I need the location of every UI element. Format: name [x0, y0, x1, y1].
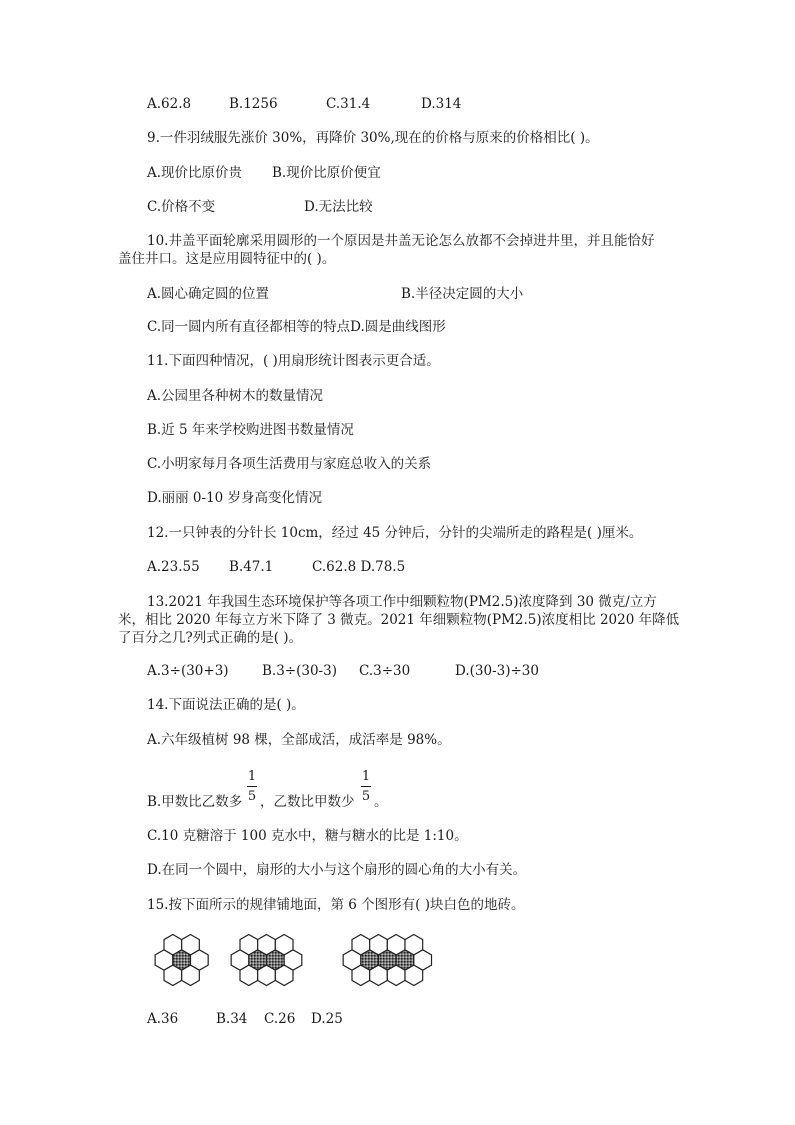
fraction-2-denominator: 5 — [361, 789, 371, 804]
q10-option-a: A.圆心确定圆的位置 — [147, 286, 270, 302]
q15-option-d: D.25 — [311, 1011, 343, 1027]
q9-option-c: C.价格不变 — [147, 199, 216, 215]
q14-option-b-part3: 。 — [374, 794, 388, 810]
hexagon-tiling-figure — [152, 928, 482, 992]
q14-option-b-part2: ，乙数比甲数少 — [260, 794, 355, 810]
q13-stem-line1: 13.2021 年我国生态环境保护等各项工作中细颗粒物(PM2.5)浓度降到 30 微克/立方 — [147, 594, 657, 610]
fraction-1-bar — [247, 786, 257, 787]
q11-option-b: B.近 5 年来学校购进图书数量情况 — [147, 422, 354, 438]
white-tile — [258, 935, 276, 955]
white-tile — [182, 935, 200, 955]
q14-option-c: C.10 克糖溶于 100 克水中，糖与糖水的比是 1:10。 — [147, 828, 468, 844]
q10-stem-line1: 10.井盖平面轮廓采用圆形的一个原因是井盖无论怎么放都不会掉进井里，并且能恰好 — [147, 233, 655, 249]
q15-option-a: A.36 — [147, 1011, 179, 1027]
q8-option-d: D.314 — [421, 96, 462, 112]
q8-option-a: A.62.8 — [147, 96, 192, 112]
q9-option-a: A.现价比原价贵 — [147, 165, 243, 181]
q14-stem: 14.下面说法正确的是( )。 — [147, 697, 305, 713]
white-tile — [258, 965, 276, 985]
fraction-1-numerator: 1 — [247, 769, 257, 784]
q12-option-cd: C.62.8 D.78.5 — [312, 559, 406, 575]
q15-stem: 15.按下面所示的规律铺地面，第 6 个图形有( )块白色的地砖。 — [147, 897, 525, 913]
q11-stem: 11.下面四种情况，( )用扇形统计图表示更合适。 — [147, 353, 440, 369]
q14-option-a: A.六年级植树 98 棵，全部成活，成活率是 98%。 — [147, 732, 451, 748]
q10-stem-line2: 盖住井口。这是应用圆特征中的( )。 — [118, 251, 336, 267]
white-tile — [240, 935, 258, 955]
fraction-2-numerator: 1 — [361, 769, 371, 784]
q9-option-d: D.无法比较 — [304, 199, 373, 215]
q15-option-b: B.34 — [216, 1011, 248, 1027]
white-tile — [405, 935, 423, 955]
white-tile — [370, 935, 388, 955]
white-tile — [164, 965, 182, 985]
fraction-1-denominator: 5 — [247, 789, 257, 804]
white-tile — [275, 935, 293, 955]
q14-option-b-part1: B.甲数比乙数多 — [147, 794, 243, 810]
q11-option-d: D.丽丽 0-10 岁身高变化情况 — [147, 490, 323, 506]
q12-option-a: A.23.55 — [147, 559, 200, 575]
q15-option-c: C.26 — [264, 1011, 296, 1027]
q13-option-b: B.3÷(30-3) — [262, 663, 337, 679]
q14-option-d: D.在同一个圆中，扇形的大小与这个扇形的圆心角的大小有关。 — [147, 862, 527, 878]
q8-option-c: C.31.4 — [326, 96, 371, 112]
q11-option-c: C.小明家每月各项生活费用与家庭总收入的关系 — [147, 456, 432, 472]
white-tile — [182, 965, 200, 985]
white-tile — [352, 965, 370, 985]
q13-stem-line2: 米，相比 2020 年每立方米下降了 3 微克。2021 年细颗粒物(PM2.5)浓度相比 2020 年降低 — [118, 612, 680, 628]
q13-stem-line3: 了百分之几?列式正确的是( )。 — [118, 630, 303, 646]
q13-option-d: D.(30-3)÷30 — [455, 663, 539, 679]
q10-option-cd: C.同一圆内所有直径都相等的特点D.圆是曲线图形 — [147, 319, 446, 335]
q12-option-b: B.47.1 — [229, 559, 274, 575]
q11-option-a: A.公园里各种树木的数量情况 — [147, 388, 324, 404]
fraction-2-bar — [361, 786, 371, 787]
q9-stem: 9.一件羽绒服先涨价 30%，再降价 30%,现在的价格与原来的价格相比( )。 — [147, 130, 599, 146]
white-tile — [352, 935, 370, 955]
q13-option-c: C.3÷30 — [359, 663, 411, 679]
white-tile — [370, 965, 388, 985]
white-tile — [275, 965, 293, 985]
q9-option-b: B.现价比原价便宜 — [272, 165, 381, 181]
q8-option-b: B.1256 — [229, 96, 278, 112]
white-tile — [405, 965, 423, 985]
q10-option-b: B.半径决定圆的大小 — [401, 286, 524, 302]
white-tile — [387, 965, 405, 985]
white-tile — [240, 965, 258, 985]
white-tile — [164, 935, 182, 955]
q12-stem: 12.一只钟表的分针长 10cm，经过 45 分钟后，分针的尖端所走的路程是( )厘米。 — [147, 525, 643, 541]
q13-option-a: A.3÷(30+3) — [147, 663, 229, 679]
white-tile — [387, 935, 405, 955]
